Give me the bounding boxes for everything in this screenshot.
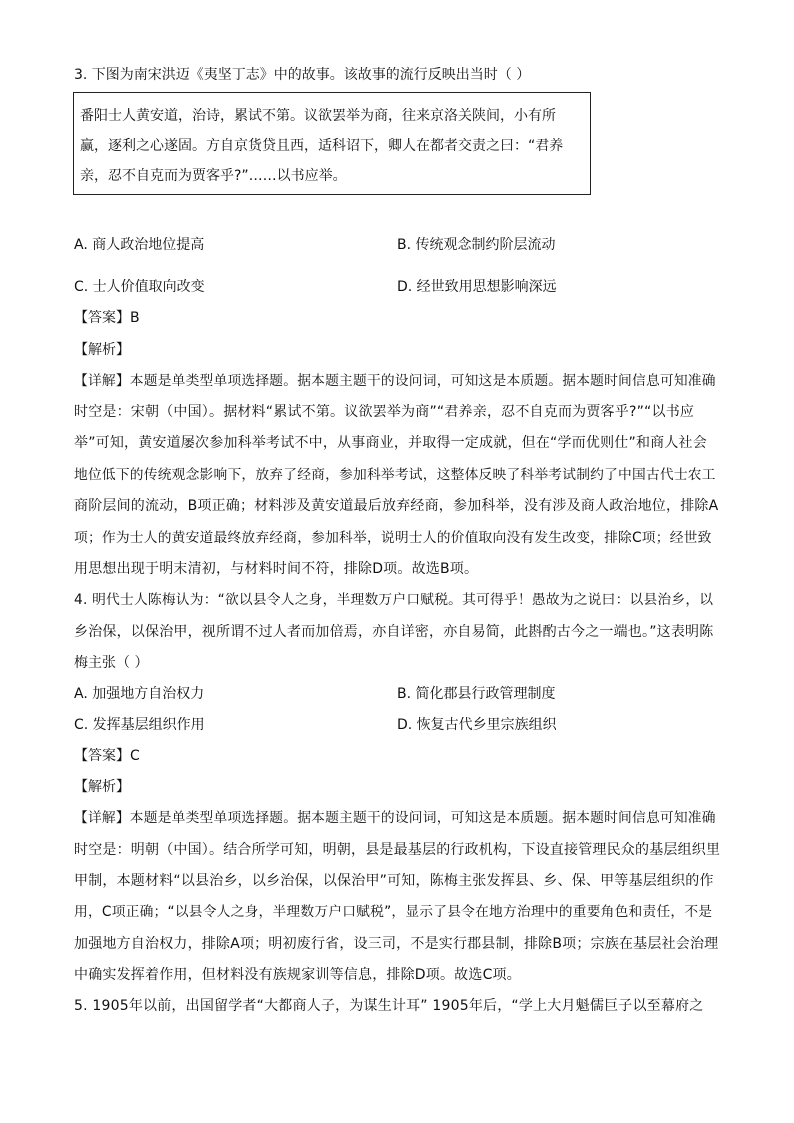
q4-stem-line: 乡治保，以保治甲，视所谓不过人者而加倍焉，亦自详密，亦自易简，此斟酌古今之一端也。”这表明陈: [74, 624, 714, 640]
q4-detail-line: 甲制，本题材料“以县治乡，以乡治保，以保治甲”可知，陈梅主张发挥县、乡、保、甲等基层组织的作: [74, 873, 714, 889]
q3-detail-line: 用思想出现于明末清初，与材料时间不符，排除D项。故选B项。: [74, 561, 479, 577]
q3-option-b: B. 传统观念制约阶层流动: [397, 237, 556, 253]
q4-option-c: C. 发挥基层组织作用: [74, 717, 205, 733]
q3-material-line: 番阳士人黄安道，治诗，累试不第。议欲罢举为商，往来京洛关陕间，小有所: [80, 108, 556, 124]
q3-detail-line: 时空是：宋朝（中国）。据材料“累试不第。议欲罢举为商”“君养亲，忍不自克而为贾客乎?”“以书应: [74, 404, 695, 420]
q4-stem-line: 4. 明代士人陈梅认为：“欲以县令人之身，半理数万户口赋税。其可得乎！愚故为之说曰：以县治乡，以: [74, 592, 714, 608]
q4-stem-line: 梅主张（ ）: [74, 655, 149, 671]
q4-detail-line: 中确实发挥着作用，但材料没有族规家训等信息，排除D项。故选C项。: [74, 967, 521, 983]
q3-analysis-label: 【解析】: [74, 342, 130, 358]
q3-detail-line: 举”可知，黄安道屡次参加科举考试不中，从事商业，并取得一定成就，但在“学而优则仕”和商人社会: [74, 435, 707, 451]
q3-detail-line: 地位低下的传统观念影响下，放弃了经商，参加科举考试，这整体反映了科举考试制约了中国古代士农工: [74, 467, 716, 483]
q3-detail-line: 【详解】本题是单类型单项选择题。据本题主题干的设问词，可知这是本质题。据本题时间信息可知准确: [74, 373, 716, 389]
q4-answer: 【答案】C: [74, 748, 140, 764]
q4-detail-line: 用，C项正确；“以县令人之身，半理数万户口赋税”，显示了县令在地方治理中的重要角色和责任，不是: [74, 904, 713, 920]
q3-answer: 【答案】B: [74, 310, 140, 326]
q3-option-c: C. 士人价值取向改变: [74, 279, 205, 295]
q4-detail-line: 时空是：明朝（中国）。结合所学可知，明朝，县是最基层的行政机构，下设直接管理民众的基层组织里: [74, 842, 721, 858]
q3-material-box: [73, 92, 591, 195]
q5-stem: 5. 1905年以前，出国留学者“大都商人子，为谋生计耳” 1905年后，“学上大月魁儒巨子以至幕府之: [74, 998, 704, 1014]
q3-material-line: 亲，忍不自克而为贾客乎?”……以书应举。: [80, 168, 347, 184]
q4-detail-line: 【详解】本题是单类型单项选择题。据本题主题干的设问词，可知这是本质题。据本题时间信息可知准确: [74, 810, 716, 826]
q4-option-b: B. 简化郡县行政管理制度: [397, 686, 556, 702]
q4-option-a: A. 加强地方自治权力: [74, 686, 205, 702]
q3-detail-line: 项；作为士人的黄安道最终放弃经商，参加科举，说明士人的价值取向没有发生改变，排除C项；经世致: [74, 530, 712, 546]
q3-stem: 3. 下图为南宋洪迈《夷坚丁志》中的故事。该故事的流行反映出当时（ ）: [74, 67, 531, 83]
q4-analysis-label: 【解析】: [74, 779, 130, 795]
q4-option-d: D. 恢复古代乡里宗族组织: [397, 717, 557, 733]
q3-material-line: 赢，逐利之心遂固。方自京货贷且西，适科诏下，卿人在都者交责之曰：“君养: [80, 138, 564, 154]
q4-detail-line: 加强地方自治权力，排除A项；明初废行省，设三司，不是实行郡县制，排除B项；宗族在基层社会治理: [74, 936, 719, 952]
q3-detail-line: 商阶层间的流动，B项正确；材料涉及黄安道最后放弃经商，参加科举，没有涉及商人政治地位，排除A: [74, 498, 719, 514]
q3-option-a: A. 商人政治地位提高: [74, 237, 205, 253]
q3-option-d: D. 经世致用思想影响深远: [397, 279, 557, 295]
